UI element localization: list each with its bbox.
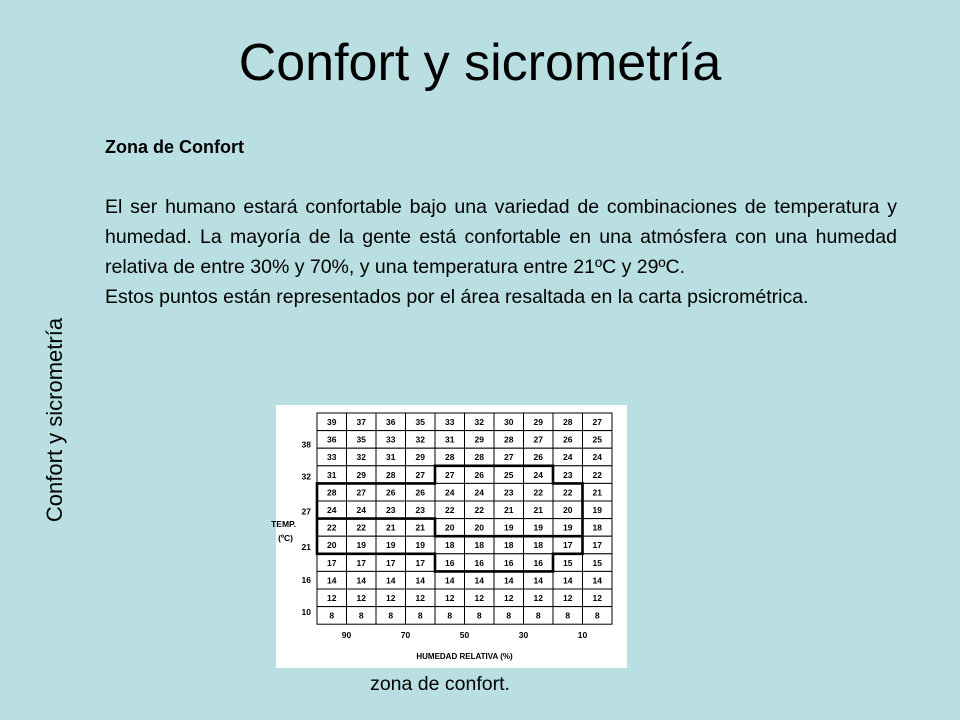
chart-cell-value: 17: [415, 557, 425, 568]
chart-cell-value: 23: [386, 505, 396, 515]
chart-cell-value: 15: [592, 557, 602, 568]
chart-cell-value: 12: [445, 593, 455, 603]
chart-cell-value: 26: [563, 434, 573, 445]
chart-cell-value: 26: [533, 452, 543, 463]
chart-cell-value: 8: [535, 610, 541, 621]
chart-cell-value: 21: [386, 522, 396, 533]
chart-cell-value: 31: [445, 434, 455, 445]
chart-cell-value: 15: [563, 557, 573, 568]
chart-cell-value: 16: [474, 557, 484, 568]
psychrometric-chart: [271, 405, 627, 668]
chart-cell-value: 19: [563, 522, 573, 533]
y-tick-label: 38: [301, 439, 311, 450]
chart-cell-value: 26: [474, 469, 484, 480]
chart-cell-value: 12: [386, 593, 396, 603]
chart-cell-value: 8: [506, 610, 512, 621]
chart-cell-value: 19: [415, 540, 425, 551]
chart-cell-value: 22: [445, 505, 455, 515]
side-vertical-label: Confort y sicrometría: [42, 317, 67, 523]
chart-cell-value: 30: [504, 417, 514, 427]
chart-cell-value: 33: [445, 417, 455, 427]
chart-cell-value: 17: [563, 540, 573, 551]
chart-cell-value: 20: [563, 505, 573, 515]
x-tick-label: 10: [577, 630, 588, 641]
chart-cell-value: 14: [592, 575, 602, 586]
chart-cell-value: 8: [329, 610, 335, 621]
chart-cell-value: 32: [415, 434, 425, 445]
chart-cell-value: 17: [386, 557, 396, 568]
chart-cell-value: 18: [504, 540, 514, 551]
chart-cell-value: 39: [327, 417, 337, 427]
chart-cell-value: 26: [415, 487, 425, 498]
chart-cell-value: 26: [386, 487, 396, 498]
chart-cell-value: 12: [533, 593, 543, 603]
chart-cell-value: 31: [386, 452, 396, 463]
chart-cell-value: 29: [474, 434, 484, 445]
y-tick-label: 21: [301, 541, 311, 552]
chart-cell-value: 21: [504, 505, 514, 515]
chart-cell-value: 20: [445, 522, 455, 533]
chart-cell-value: 28: [386, 469, 396, 480]
chart-cell-value: 24: [474, 487, 484, 498]
chart-cell-value: 12: [327, 593, 337, 603]
chart-cell-value: 17: [356, 557, 366, 568]
chart-cell-value: 16: [445, 557, 455, 568]
chart-cell-value: 16: [504, 557, 514, 568]
body-text: [105, 132, 897, 312]
y-axis-label: TEMP.: [271, 519, 296, 529]
chart-cell-value: 35: [356, 434, 366, 445]
chart-cell-value: 18: [445, 540, 455, 551]
x-tick-label: 70: [400, 630, 411, 641]
chart-cell-value: 8: [447, 610, 453, 621]
chart-cell-value: 24: [592, 452, 602, 463]
chart-cell-value: 21: [592, 487, 602, 498]
chart-cell-value: 17: [327, 557, 337, 568]
chart-cell-value: 21: [533, 505, 543, 515]
chart-cell-value: 14: [445, 575, 455, 586]
chart-cell-value: 16: [533, 557, 543, 568]
chart-cell-value: 22: [533, 487, 543, 498]
chart-cell-value: 28: [504, 434, 514, 445]
chart-cell-value: 18: [592, 522, 602, 533]
chart-cell-value: 27: [415, 469, 425, 480]
y-tick-label: 10: [301, 606, 311, 617]
chart-cell-value: 8: [476, 610, 482, 621]
chart-cell-value: 14: [533, 575, 543, 586]
chart-cell-value: 24: [356, 505, 366, 515]
chart-cell-value: 14: [327, 575, 337, 586]
chart-cell-value: 27: [356, 487, 366, 498]
chart-cell-value: 24: [327, 505, 337, 515]
x-tick-label: 90: [341, 630, 352, 641]
chart-cell-value: 24: [563, 452, 573, 463]
chart-cell-value: 29: [356, 469, 366, 480]
chart-cell-value: 27: [592, 417, 602, 427]
chart-cell-value: 8: [594, 610, 600, 621]
chart-cell-value: 28: [327, 487, 337, 498]
chart-cell-value: 18: [474, 540, 484, 551]
chart-cell-value: 12: [474, 593, 484, 603]
chart-cell-value: 12: [356, 593, 366, 603]
chart-cell-value: 33: [386, 434, 396, 445]
chart-cell-value: 21: [415, 522, 425, 533]
chart-cell-value: 12: [504, 593, 514, 603]
chart-cell-value: 24: [533, 469, 543, 480]
chart-cell-value: 14: [563, 575, 573, 586]
chart-cell-value: 23: [563, 469, 573, 480]
chart-cell-value: 17: [592, 540, 602, 551]
y-tick-label: 27: [301, 506, 311, 517]
chart-cell-value: 27: [533, 434, 543, 445]
psychrometric-chart-svg: [271, 405, 627, 668]
chart-cell-value: 14: [504, 575, 514, 586]
x-tick-label: 50: [459, 630, 470, 641]
chart-cell-value: 18: [533, 540, 543, 551]
chart-cell-value: 19: [533, 522, 543, 533]
chart-cell-value: 14: [356, 575, 366, 586]
chart-caption: zona de confort.: [370, 673, 510, 695]
chart-cell-value: 29: [415, 452, 425, 463]
chart-cell-value: 19: [356, 540, 366, 551]
chart-cell-value: 22: [327, 522, 337, 533]
chart-cell-value: 12: [563, 593, 573, 603]
x-axis-label: HUMEDAD RELATIVA (%): [416, 652, 513, 662]
chart-cell-value: 22: [563, 487, 573, 498]
chart-cell-value: 24: [445, 487, 455, 498]
chart-cell-value: 8: [565, 610, 571, 621]
chart-cell-value: 36: [327, 434, 337, 445]
chart-cell-value: 8: [388, 610, 394, 621]
chart-cell-value: 29: [533, 417, 543, 427]
chart-cell-value: 19: [592, 505, 602, 515]
chart-cell-value: 12: [415, 593, 425, 603]
chart-cell-value: 28: [563, 417, 573, 427]
chart-cell-value: 33: [327, 452, 337, 463]
chart-cell-value: 19: [386, 540, 396, 551]
paragraph-comfort-description: El ser humano estará confortable bajo una variedad de combinaciones de temperatura y humedad. La mayoría de la gente está confortable en una atmósfera con una humedad relativa de entre 30% y 70%, y una temperatura entre 21ºC y 29ºC.: [105, 196, 897, 278]
chart-cell-value: 14: [386, 575, 396, 586]
chart-cell-value: 32: [474, 417, 484, 427]
y-tick-label: 32: [301, 471, 311, 482]
slide-title: Confort y sicrometría: [238, 34, 722, 92]
chart-cell-value: 25: [504, 469, 514, 480]
chart-cell-value: 37: [356, 417, 366, 427]
chart-cell-value: 12: [592, 593, 602, 603]
chart-cell-value: 14: [474, 575, 484, 586]
chart-cell-value: 36: [386, 417, 396, 427]
chart-cell-value: 22: [592, 469, 602, 480]
chart-cell-value: 27: [504, 452, 514, 463]
paragraph-chart-reference: Estos puntos están representados por el área resaltada en la carta psicrométrica.: [105, 286, 809, 308]
chart-cell-value: 20: [474, 522, 484, 533]
chart-cell-value: 23: [415, 505, 425, 515]
chart-cell-value: 22: [356, 522, 366, 533]
chart-cell-value: 35: [415, 417, 425, 427]
chart-cell-value: 8: [417, 610, 423, 621]
y-tick-label: 16: [301, 575, 311, 586]
chart-cell-value: 25: [592, 434, 602, 445]
chart-cell-value: 27: [445, 469, 455, 480]
chart-cell-value: 31: [327, 469, 337, 480]
y-axis-label-unit: (ºC): [278, 533, 293, 543]
chart-cell-value: 28: [445, 452, 455, 463]
chart-cell-value: 8: [358, 610, 364, 621]
chart-cell-value: 22: [474, 505, 484, 515]
chart-cell-value: 20: [327, 540, 337, 551]
chart-cell-value: 19: [504, 522, 514, 533]
x-tick-label: 30: [518, 630, 529, 641]
chart-cell-value: 23: [504, 487, 514, 498]
chart-cell-value: 14: [415, 575, 425, 586]
chart-cell-value: 28: [474, 452, 484, 463]
chart-cell-value: 32: [356, 452, 366, 463]
section-heading: Zona de Confort: [105, 137, 244, 157]
